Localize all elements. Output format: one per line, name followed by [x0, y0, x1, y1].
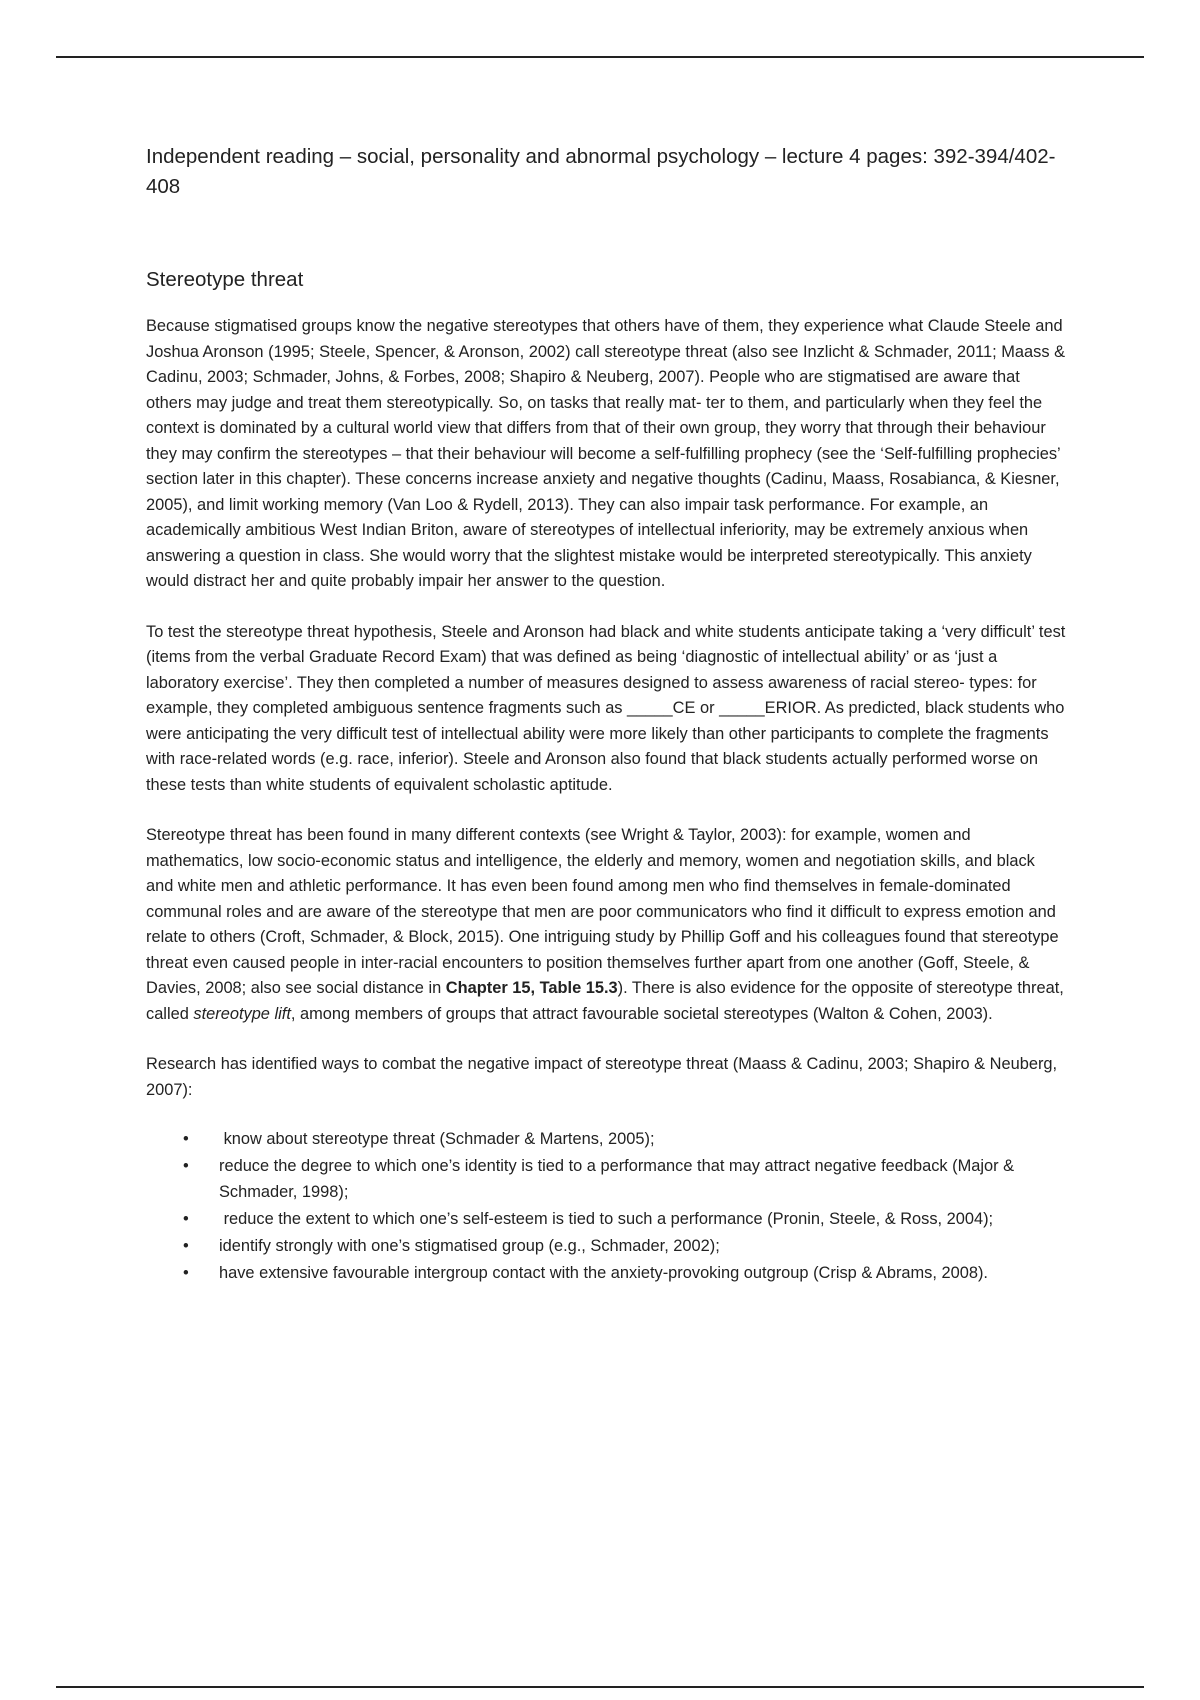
bullet-icon: • — [183, 1130, 189, 1148]
list-item-text: reduce the degree to which one’s identity is tied to a performance that may attract negative feedback (Major & Schmader, 1998); — [219, 1157, 1015, 1201]
paragraph-contexts-text-1: Stereotype threat has been found in many different contexts (see Wright & Taylor, 2003): for example, women and mathematics, low socio-economic status and intelligence, the elderly and memory, women and negotiation skills, and black and white men and athletic performance. It has even been found among men who find themselves in female-dominated communal roles and are aware of the stereotype that men are poor communicators who find it difficult to express emotion and relate to others (Croft, Schmader, & Block, 2015). One intriguing study by Phillip Goff and his colleagues found that stereotype threat even caused people in inter-racial encounters to position themselves further apart from one another (Goff, Steele, & Davies, 2008; also see social distance in — [146, 826, 1059, 997]
list-item — [146, 1234, 1066, 1260]
page-header-rule — [56, 56, 1144, 58]
list-item — [146, 1207, 1066, 1233]
document-title: Independent reading – social, personality and abnormal psychology – lecture 4 pages: 392-394/402-408 — [146, 145, 1056, 198]
combat-strategies-list — [146, 1127, 1066, 1286]
chapter-reference-comma: , — [530, 979, 540, 997]
list-item — [146, 1261, 1066, 1287]
paragraph-stereotype-threat-intro: Because stigmatised groups know the negative stereotypes that others have of them, they experience what Claude Steele and Joshua Aronson (1995; Steele, Spencer, & Aronson, 2002) call stereotype threat (also see Inzlicht & Schmader, 2011; Maass & Cadinu, 2003; Schmader, Johns, & Forbes, 2008; Shapiro & Neuberg, 2007). People who are stigmatised are aware that others may judge and treat them stereotypically. So, on tasks that really mat- ter to them, and particularly when they feel the context is dominated by a cultural world view that differs from that of their own group, they worry that through their behaviour they may confirm the stereotypes – that their behaviour will become a self-fulfilling prophecy (see the ‘Self-fulfilling prophecies’ section later in this chapter). These concerns increase anxiety and negative thoughts (Cadinu, Maass, Rosabianca, & Kiesner, 2005), and limit working memory (Van Loo & Rydell, 2013). They can also impair task performance. For example, an academically ambitious West Indian Briton, aware of stereotypes of intellectual inferiority, may be extremely anxious when answering a question in class. She would worry that the slightest mistake would be interpreted stereotypically. This anxiety would distract her and quite probably impair her answer to the question. — [146, 317, 1066, 590]
paragraph-contexts-text-2: ). There is also evidence for the opposite of stereotype threat, called — [146, 979, 1064, 1023]
list-item-text: have extensive favourable intergroup contact with the anxiety-provoking outgroup (Crisp & Abrams, 2008). — [219, 1263, 988, 1282]
list-item-text: identify strongly with one’s stigmatised group (e.g., Schmader, 2002); — [219, 1236, 720, 1255]
section-heading: Stereotype threat — [146, 268, 304, 291]
paragraph-contexts — [146, 823, 1066, 1027]
list-item-text: know about stereotype threat (Schmader & Martens, 2005); — [219, 1130, 655, 1148]
bullet-icon: • — [183, 1157, 189, 1175]
document-page — [146, 142, 1066, 1288]
paragraph-steele-aronson-test: To test the stereotype threat hypothesis, Steele and Aronson had black and white students anticipate taking a ‘very difficult’ test (items from the verbal Graduate Record Exam) that was defined as being ‘diagnostic of intellectual ability’ or as ‘just a laboratory exercise’. They then completed a number of measures designed to assess awareness of racial stereo- types: for example, they completed ambiguous sentence fragments such as _____CE or _____ERIOR. As predicted, black students who were anticipating the very difficult test of intellectual ability were more likely than other participants to complete the fragments with race-related words (e.g. race, inferior). Steele and Aronson also found that black students actually performed worse on these tests than white students of equivalent scholastic aptitude. — [146, 622, 1066, 794]
paragraph-contexts-text-3: , among members of groups that attract favourable societal stereotypes (Walton & Cohen, 2003). — [290, 1004, 993, 1023]
bullet-icon: • — [183, 1209, 189, 1228]
chapter-reference: Chapter 15 — [445, 979, 531, 997]
paragraph-combat-intro: Research has identified ways to combat the negative impact of stereotype threat (Maass & Cadinu, 2003; Shapiro & Neuberg, 2007): — [146, 1055, 1058, 1099]
bullet-icon: • — [183, 1236, 189, 1255]
stereotype-lift-term: stereotype lift — [193, 1004, 291, 1023]
list-item — [146, 1127, 1066, 1153]
list-item — [146, 1154, 1066, 1205]
page-footer-rule — [56, 1686, 1144, 1688]
table-reference: Table 15.3 — [539, 979, 618, 997]
list-item-text: reduce the extent to which one’s self-esteem is tied to such a performance (Pronin, Steele, & Ross, 2004); — [219, 1209, 994, 1228]
bullet-icon: • — [183, 1263, 189, 1282]
